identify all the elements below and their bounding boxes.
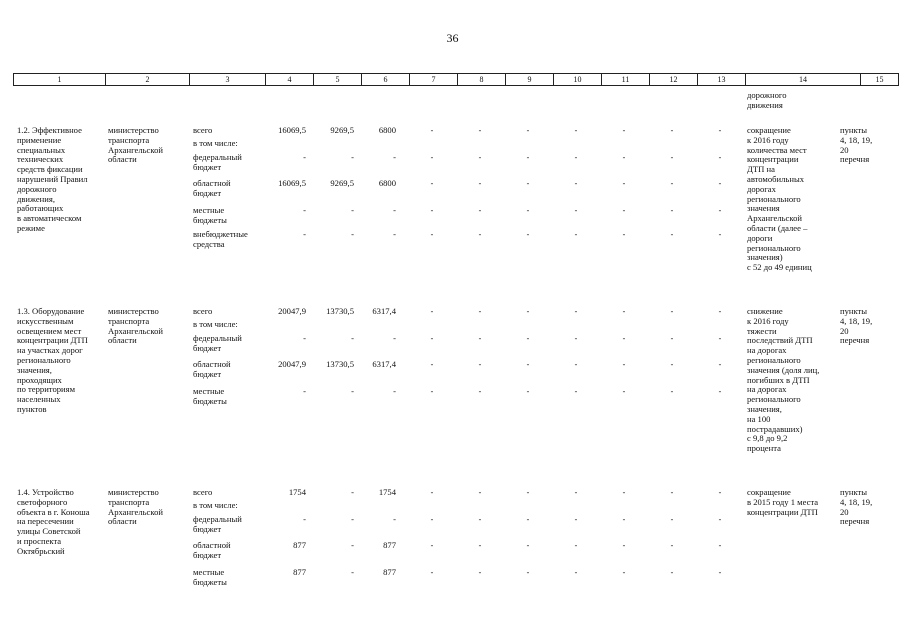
empty-cell-mark: - — [574, 179, 578, 188]
funding-source-label: в том числе: — [193, 319, 238, 329]
empty-cell-mark: - — [670, 568, 674, 577]
funding-source-label: бюджеты — [193, 395, 227, 406]
empty-cell-mark: - — [622, 568, 626, 577]
value-col-4: - — [303, 152, 306, 162]
value-col-4: 16069,5 — [278, 125, 306, 135]
empty-cell-mark: - — [478, 179, 482, 188]
empty-cell-mark: - — [670, 126, 674, 135]
value-col-4: 1754 — [288, 487, 306, 497]
measure-name: движения, — [17, 193, 55, 204]
funding-source-label: внебюджетные — [193, 229, 248, 239]
empty-cell-mark: - — [574, 334, 578, 343]
value-col-5: 13730,5 — [326, 306, 354, 316]
empty-cell-mark: - — [718, 541, 722, 550]
empty-cell-mark: - — [670, 541, 674, 550]
value-col-5: - — [351, 205, 354, 215]
value-col-5: 9269,5 — [330, 178, 354, 188]
expected-result: на дорогах — [747, 384, 787, 395]
funding-source-label: областной — [193, 359, 231, 369]
expected-result: значения) — [747, 252, 783, 263]
measure-name: светофорного — [17, 496, 68, 507]
empty-cell-mark: - — [574, 541, 578, 550]
expected-result: погибших в ДТП — [747, 374, 810, 385]
measure-name: искусственным — [17, 315, 74, 326]
empty-cell-mark: - — [574, 488, 578, 497]
empty-cell-mark: - — [718, 488, 722, 497]
empty-cell-mark: - — [718, 126, 722, 135]
empty-cell-mark: - — [622, 488, 626, 497]
expected-result: регионального — [747, 394, 801, 405]
empty-cell-mark: - — [622, 387, 626, 396]
executor: министерство — [108, 125, 159, 135]
funding-source-label: в том числе: — [193, 500, 238, 510]
executor: министерство — [108, 306, 159, 316]
indicator-reference: пункты — [840, 125, 868, 135]
column-number-5: 5 — [314, 74, 362, 86]
empty-cell-mark: - — [574, 206, 578, 215]
empty-cell-mark: - — [478, 126, 482, 135]
empty-cell-mark: - — [622, 360, 626, 369]
empty-cell-mark: - — [670, 515, 674, 524]
indicator-reference: 20 — [840, 506, 849, 517]
expected-result: значения (доля лиц, — [747, 364, 820, 375]
empty-cell-mark: - — [478, 206, 482, 215]
expected-result: регионального — [747, 355, 801, 365]
value-col-6: 1754 — [378, 487, 396, 497]
measure-name: значения, — [17, 364, 52, 375]
empty-cell-mark: - — [574, 515, 578, 524]
executor: Архангельской — [108, 325, 163, 336]
page-number: 36 — [446, 31, 459, 45]
expected-result: к 2016 году — [747, 315, 789, 326]
empty-cell-mark: - — [478, 334, 482, 343]
column-number-10: 10 — [554, 74, 602, 86]
empty-cell-mark: - — [718, 568, 722, 577]
empty-cell-mark: - — [670, 179, 674, 188]
funding-source-label: бюджет — [193, 523, 222, 534]
measure-name: проходящих — [17, 374, 62, 385]
value-col-6: - — [393, 514, 396, 524]
funding-source-label: бюджеты — [193, 214, 227, 225]
column-number-14: 14 — [746, 74, 861, 86]
value-col-6: - — [393, 333, 396, 343]
expected-result: концентрации ДТП — [747, 506, 818, 517]
measure-name: объекта в г. Коноша — [17, 506, 90, 517]
empty-cell-mark: - — [478, 307, 482, 316]
empty-cell-mark: - — [526, 541, 530, 550]
funding-source-label: федеральный — [193, 514, 242, 524]
value-col-5: - — [351, 229, 354, 239]
expected-result: Архангельской — [747, 213, 802, 224]
indicator-reference: пункты — [840, 306, 868, 316]
measure-name: технических — [17, 154, 64, 165]
expected-result: сокращение — [747, 487, 791, 497]
empty-cell-mark: - — [430, 387, 434, 396]
empty-cell-mark: - — [430, 541, 434, 550]
executor: транспорта — [108, 315, 150, 326]
expected-result: количества мест — [747, 144, 807, 155]
expected-result: последствий ДТП — [747, 335, 813, 346]
funding-source-label: областной — [193, 540, 231, 550]
column-number-header — [13, 73, 899, 86]
empty-cell-mark: - — [430, 230, 434, 239]
empty-cell-mark: - — [478, 153, 482, 162]
indicator-reference: 4, 18, 19, — [840, 496, 873, 507]
value-col-5: - — [351, 540, 354, 550]
indicator-reference: 20 — [840, 325, 849, 336]
executor: области — [108, 154, 137, 165]
empty-cell-mark: - — [526, 360, 530, 369]
expected-result: снижение — [747, 306, 783, 316]
empty-cell-mark: - — [670, 334, 674, 343]
empty-cell-mark: - — [478, 230, 482, 239]
empty-cell-mark: - — [574, 360, 578, 369]
measure-name: регионального — [17, 355, 71, 365]
executor: министерство — [108, 487, 159, 497]
empty-cell-mark: - — [622, 179, 626, 188]
empty-cell-mark: - — [478, 360, 482, 369]
executor: Архангельской — [108, 506, 163, 517]
indicator-reference: 4, 18, 19, — [840, 134, 873, 145]
funding-source-label: местные — [193, 567, 225, 577]
value-col-5: - — [351, 152, 354, 162]
measure-name: 1.2. Эффективное — [17, 125, 82, 135]
value-col-5: - — [351, 333, 354, 343]
empty-cell-mark: - — [622, 126, 626, 135]
measure-name: концентрации ДТП — [17, 335, 88, 346]
expected-result: на 100 — [747, 413, 771, 424]
empty-cell-mark: - — [718, 153, 722, 162]
empty-cell-mark: - — [526, 515, 530, 524]
empty-cell-mark: - — [526, 307, 530, 316]
empty-cell-mark: - — [526, 206, 530, 215]
measure-name: работающих — [17, 203, 64, 214]
value-col-6: - — [393, 152, 396, 162]
value-col-4: - — [303, 229, 306, 239]
value-col-6: 877 — [383, 567, 396, 577]
measure-name: населенных — [17, 394, 61, 405]
value-col-4: 16069,5 — [278, 178, 306, 188]
empty-cell-mark: - — [526, 230, 530, 239]
value-col-6: 6800 — [378, 125, 396, 135]
empty-cell-mark: - — [622, 515, 626, 524]
column-number-4: 4 — [266, 74, 314, 86]
indicator-reference: перечня — [840, 154, 870, 165]
empty-cell-mark: - — [670, 488, 674, 497]
expected-result: тяжести — [747, 325, 777, 336]
empty-cell-mark: - — [430, 488, 434, 497]
empty-cell-mark: - — [718, 179, 722, 188]
column-number-15: 15 — [861, 74, 899, 86]
funding-source-label: бюджет — [193, 161, 222, 172]
value-col-5: - — [351, 386, 354, 396]
expected-result: на дорогах — [747, 345, 787, 356]
empty-cell-mark: - — [718, 387, 722, 396]
value-col-6: - — [393, 229, 396, 239]
empty-cell-mark: - — [574, 153, 578, 162]
expected-result: с 9,8 до 9,2 — [747, 433, 788, 444]
empty-cell-mark: - — [478, 488, 482, 497]
empty-cell-mark: - — [526, 568, 530, 577]
column-number-1: 1 — [14, 74, 106, 86]
executor: транспорта — [108, 496, 150, 507]
column-number-6: 6 — [362, 74, 410, 86]
expected-result: ДТП на — [747, 164, 775, 175]
funding-source-label: бюджет — [193, 342, 222, 353]
empty-cell-mark: - — [478, 568, 482, 577]
empty-cell-mark: - — [622, 206, 626, 215]
empty-cell-mark: - — [478, 515, 482, 524]
expected-result: дорогах — [747, 183, 776, 194]
empty-cell-mark: - — [430, 515, 434, 524]
indicator-reference: перечня — [840, 335, 870, 346]
empty-cell-mark: - — [430, 568, 434, 577]
measure-name: освещением мест — [17, 325, 82, 336]
empty-cell-mark: - — [670, 153, 674, 162]
expected-result: области (далее – — [747, 223, 808, 233]
column-number-13: 13 — [698, 74, 746, 86]
empty-cell-mark: - — [670, 206, 674, 215]
empty-cell-mark: - — [430, 307, 434, 316]
value-col-5: 13730,5 — [326, 359, 354, 369]
empty-cell-mark: - — [718, 515, 722, 524]
indicator-reference: 20 — [840, 144, 849, 155]
funding-source-label: бюджеты — [193, 576, 227, 587]
measure-name: применение — [17, 134, 62, 145]
value-col-5: - — [351, 514, 354, 524]
empty-cell-mark: - — [430, 334, 434, 343]
expected-result: регионального — [747, 242, 801, 253]
value-col-6: - — [393, 205, 396, 215]
empty-cell-mark: - — [574, 387, 578, 396]
measure-name: и проспекта — [17, 536, 62, 546]
empty-cell-mark: - — [526, 153, 530, 162]
value-col-4: - — [303, 386, 306, 396]
empty-cell-mark: - — [622, 307, 626, 316]
measure-name: по территориям — [17, 384, 76, 395]
funding-source-label: всего — [193, 306, 213, 316]
measure-name: улицы Советской — [17, 526, 81, 537]
empty-cell-mark: - — [430, 153, 434, 162]
executor: области — [108, 335, 137, 346]
measure-name: в автоматическом — [17, 213, 82, 224]
empty-cell-mark: - — [622, 153, 626, 162]
expected-result: пострадавших) — [747, 423, 803, 434]
empty-cell-mark: - — [670, 230, 674, 239]
empty-cell-mark: - — [718, 230, 722, 239]
value-col-6: 877 — [383, 540, 396, 550]
empty-cell-mark: - — [478, 541, 482, 550]
column-number-8: 8 — [458, 74, 506, 86]
expected-result: регионального — [747, 193, 801, 204]
funding-source-label: всего — [193, 487, 213, 497]
measure-name: 1.3. Оборудование — [17, 306, 85, 316]
measure-name: специальных — [17, 144, 66, 155]
funding-source-label: бюджет — [193, 368, 222, 379]
empty-cell-mark: - — [430, 126, 434, 135]
empty-cell-mark: - — [574, 568, 578, 577]
empty-cell-mark: - — [574, 307, 578, 316]
value-col-4: 877 — [293, 540, 306, 550]
measure-name: на пересечении — [17, 516, 74, 527]
empty-cell-mark: - — [526, 488, 530, 497]
empty-cell-mark: - — [718, 334, 722, 343]
funding-source-label: федеральный — [193, 333, 242, 343]
indicator-reference: 4, 18, 19, — [840, 315, 873, 326]
funding-source-label: средства — [193, 238, 225, 249]
empty-cell-mark: - — [430, 179, 434, 188]
expected-result: сокращение — [747, 125, 791, 135]
carryover-text: дорожного — [747, 90, 787, 100]
empty-cell-mark: - — [526, 334, 530, 343]
executor: транспорта — [108, 134, 150, 145]
expected-result: процента — [747, 443, 781, 454]
column-number-2: 2 — [106, 74, 190, 86]
funding-source-label: бюджет — [193, 549, 222, 560]
funding-source-label: областной — [193, 178, 231, 188]
column-number-7: 7 — [410, 74, 458, 86]
empty-cell-mark: - — [574, 126, 578, 135]
empty-cell-mark: - — [670, 307, 674, 316]
empty-cell-mark: - — [622, 541, 626, 550]
indicator-reference: перечня — [840, 516, 870, 527]
empty-cell-mark: - — [478, 387, 482, 396]
carryover-text: движения — [747, 99, 783, 110]
empty-cell-mark: - — [718, 307, 722, 316]
measure-name: дорожного — [17, 183, 57, 194]
value-col-4: 877 — [293, 567, 306, 577]
funding-source-label: федеральный — [193, 152, 242, 162]
column-number-11: 11 — [602, 74, 650, 86]
empty-cell-mark: - — [430, 360, 434, 369]
value-col-6: 6317,4 — [372, 306, 396, 316]
measure-name: режиме — [17, 223, 45, 233]
value-col-6: 6317,4 — [372, 359, 396, 369]
empty-cell-mark: - — [670, 387, 674, 396]
expected-result: автомобильных — [747, 174, 805, 184]
value-col-5: - — [351, 567, 354, 577]
expected-result: дороги — [747, 232, 773, 243]
empty-cell-mark: - — [718, 360, 722, 369]
value-col-4: - — [303, 333, 306, 343]
funding-source-label: всего — [193, 125, 213, 135]
funding-source-label: местные — [193, 386, 225, 396]
column-number-12: 12 — [650, 74, 698, 86]
value-col-5: - — [351, 487, 354, 497]
empty-cell-mark: - — [526, 126, 530, 135]
value-col-6: 6800 — [378, 178, 396, 188]
measure-name: нарушений Правил — [17, 174, 88, 184]
indicator-reference: пункты — [840, 487, 868, 497]
funding-source-label: бюджет — [193, 187, 222, 198]
empty-cell-mark: - — [526, 179, 530, 188]
executor: Архангельской — [108, 144, 163, 155]
value-col-6: - — [393, 386, 396, 396]
empty-cell-mark: - — [574, 230, 578, 239]
executor: области — [108, 516, 137, 527]
value-col-5: 9269,5 — [330, 125, 354, 135]
empty-cell-mark: - — [622, 230, 626, 239]
measure-name: 1.4. Устройство — [17, 487, 74, 497]
expected-result: в 2015 году 1 места — [747, 496, 819, 507]
empty-cell-mark: - — [430, 206, 434, 215]
empty-cell-mark: - — [526, 387, 530, 396]
expected-result: к 2016 году — [747, 134, 789, 145]
value-col-4: - — [303, 514, 306, 524]
expected-result: концентрации — [747, 154, 799, 165]
empty-cell-mark: - — [622, 334, 626, 343]
empty-cell-mark: - — [718, 206, 722, 215]
measure-name: пунктов — [17, 404, 47, 414]
expected-result: значения, — [747, 404, 782, 414]
expected-result: значения — [747, 203, 780, 214]
column-number-9: 9 — [506, 74, 554, 86]
empty-cell-mark: - — [670, 360, 674, 369]
measure-name: на участках дорог — [17, 345, 83, 356]
value-col-4: 20047,9 — [278, 359, 306, 369]
value-col-4: 20047,9 — [278, 306, 306, 316]
funding-source-label: в том числе: — [193, 138, 238, 148]
funding-source-label: местные — [193, 205, 225, 215]
value-col-4: - — [303, 205, 306, 215]
column-number-3: 3 — [190, 74, 266, 86]
measure-name: Октябрьский — [17, 545, 65, 556]
expected-result: с 52 до 49 единиц — [747, 262, 812, 273]
measure-name: средств фиксации — [17, 164, 83, 175]
